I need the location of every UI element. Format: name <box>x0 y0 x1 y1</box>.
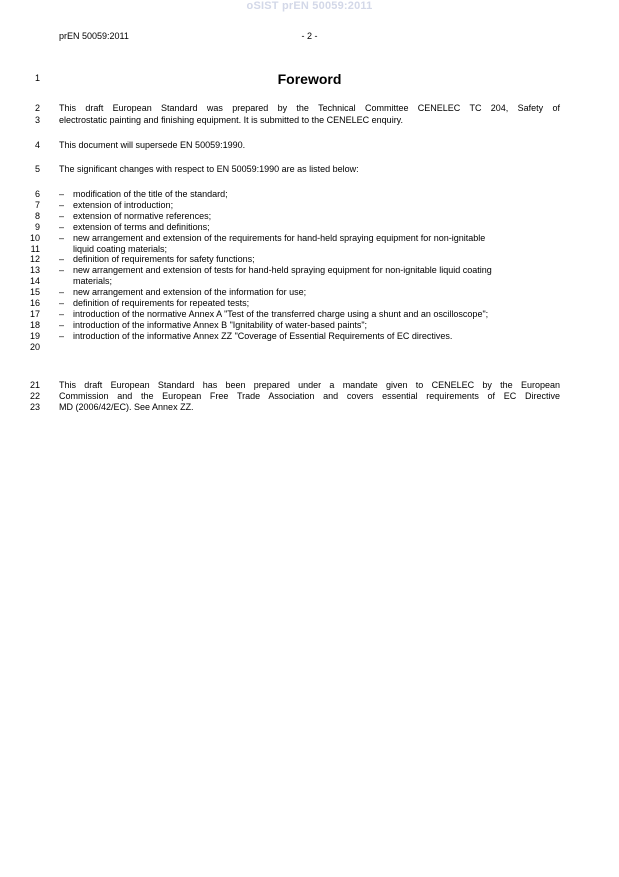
text-line <box>0 402 619 413</box>
document-id: prEN 50059:2011 <box>59 31 129 41</box>
list-item <box>0 254 619 265</box>
line-number: 6 <box>34 189 40 199</box>
list-dash: – <box>59 308 65 319</box>
list-item-text: materials; <box>73 276 113 287</box>
paragraph-text: This document will supersede EN 50059:1990. <box>59 140 246 150</box>
line-number: 18 <box>29 319 40 330</box>
list-item <box>0 342 619 353</box>
paragraph-text: MD (2006/42/EC). See Annex ZZ. <box>59 402 194 412</box>
list-dash: – <box>59 319 65 330</box>
line-number: 3 <box>34 115 40 125</box>
line-number: 4 <box>34 140 40 150</box>
list-item-text: introduction of the informative Annex ZZ "Coverage of Essential Requirements of EC directives. <box>73 330 453 341</box>
list-item-text: new arrangement and extension of the information for use; <box>73 287 307 298</box>
list-item <box>0 309 619 320</box>
list-item-text: new arrangement and extension of the requirements for hand-held spraying equipment for non-ignitable <box>73 232 486 243</box>
line-number: 15 <box>29 287 40 298</box>
paragraph-text: electrostatic painting and finishing equipment. It is submitted to the CENELEC enquiry. <box>59 115 404 125</box>
line-number: 21 <box>29 380 40 390</box>
line-number: 9 <box>34 221 40 232</box>
list-dash: – <box>59 298 65 308</box>
list-item <box>0 298 619 309</box>
list-dash: – <box>59 254 65 265</box>
text-line <box>0 115 619 126</box>
list-dash: – <box>59 330 65 341</box>
list-dash: – <box>59 287 65 298</box>
page-number: - 2 - <box>301 31 318 41</box>
list-item <box>0 287 619 298</box>
line-number: 20 <box>29 341 40 352</box>
line-number: 17 <box>29 308 40 319</box>
text-line <box>0 380 619 391</box>
page-title: Foreword <box>277 71 342 87</box>
text-line <box>0 103 619 114</box>
list-item <box>0 200 619 211</box>
list-item-text: extension of introduction; <box>73 199 174 210</box>
paragraph-text: The significant changes with respect to EN 50059:1990 are as listed below: <box>59 164 359 174</box>
list-dash: – <box>59 221 65 232</box>
line-number: 8 <box>34 210 40 221</box>
list-item <box>0 265 619 276</box>
line-number: 16 <box>29 298 40 308</box>
list-item-text: definition of requirements for safety functions; <box>73 254 255 265</box>
list-item <box>0 320 619 331</box>
list-item <box>0 189 619 200</box>
list-item <box>0 233 619 244</box>
list-item-text: definition of requirements for repeated tests; <box>73 298 250 308</box>
line-number: 5 <box>34 164 40 174</box>
text-line <box>0 140 619 151</box>
line-number: 7 <box>34 199 40 210</box>
list-dash: – <box>59 232 65 243</box>
paragraph-text: Commission and the European Free Trade Association and covers essential requirements of EC Directive <box>59 391 560 401</box>
text-line <box>0 391 619 402</box>
list-dash: – <box>59 210 65 221</box>
list-item <box>0 244 619 255</box>
list-item-text: liquid coating materials; <box>73 243 168 254</box>
list-item-text: modification of the title of the standard; <box>73 189 228 199</box>
line-number: 23 <box>29 402 40 412</box>
line-number: 14 <box>29 276 40 287</box>
line-number: 11 <box>30 243 40 254</box>
list-item-text: introduction of the normative Annex A "Test of the transferred charge using a shunt and an oscilloscope"; <box>73 308 489 319</box>
line-number: 2 <box>34 103 40 113</box>
list-dash: – <box>59 189 65 199</box>
list-item-text: extension of terms and definitions; <box>73 221 210 232</box>
paragraph-text: This draft European Standard was prepared by the Technical Committee CENELEC TC 204, Safety of <box>59 103 560 113</box>
line-number: 10 <box>29 232 40 243</box>
list-item <box>0 211 619 222</box>
line-number: 13 <box>29 265 40 276</box>
line-number: 19 <box>29 330 40 341</box>
line-number: 22 <box>29 391 40 401</box>
line-number: 12 <box>29 254 40 265</box>
line-number: 1 <box>34 73 40 83</box>
text-line <box>0 164 619 175</box>
list-item-text: introduction of the informative Annex B "Ignitability of water-based paints"; <box>73 319 368 330</box>
list-item <box>0 276 619 287</box>
list-dash: – <box>59 199 65 210</box>
paragraph-text: This draft European Standard has been prepared under a mandate given to CENELEC by the European <box>59 380 560 390</box>
list-item <box>0 222 619 233</box>
list-item <box>0 331 619 342</box>
watermark: oSIST prEN 50059:2011 <box>246 0 373 12</box>
list-item-text: new arrangement and extension of tests for hand-held spraying equipment for non-ignitable liquid coating <box>73 265 492 276</box>
list-dash: – <box>59 265 65 276</box>
list-item-text: extension of normative references; <box>73 210 212 221</box>
